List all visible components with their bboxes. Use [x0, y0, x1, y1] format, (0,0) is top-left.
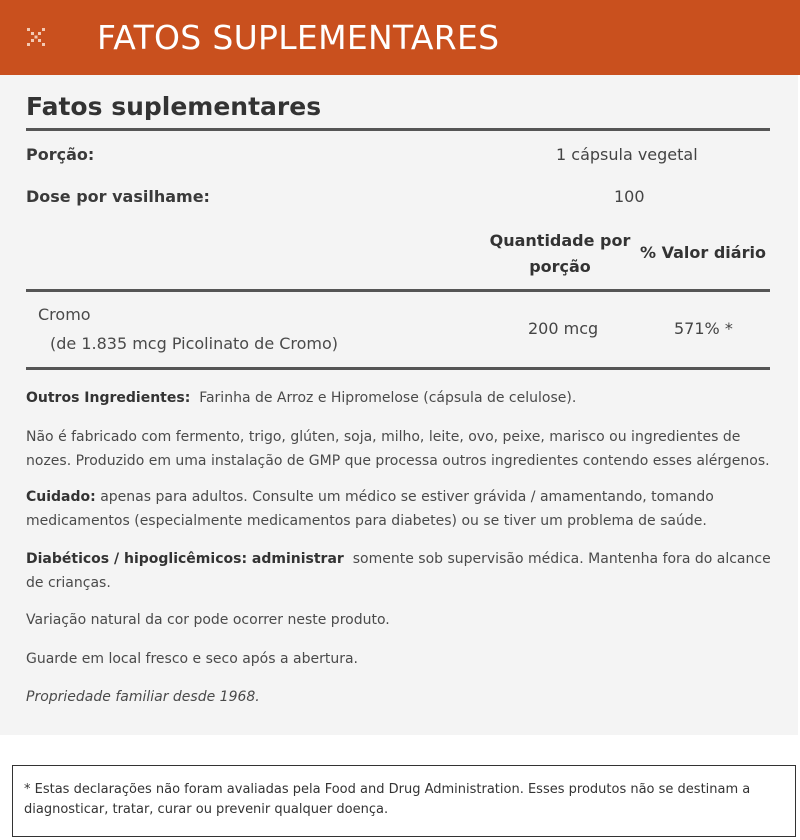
- daily-value-header: % Valor diário: [640, 243, 766, 262]
- nutrient-detail: (de 1.835 mcg Picolinato de Cromo): [50, 334, 339, 353]
- diabetic-statement: [26, 547, 776, 595]
- header-banner: [0, 0, 800, 75]
- divider-thick: [26, 289, 770, 292]
- nutrient-amount: 200 mcg: [528, 319, 599, 338]
- divider-thick: [26, 128, 770, 131]
- divider-thick: [26, 367, 770, 370]
- color-variation-note: Variação natural da cor pode ocorrer neste produto.: [26, 612, 390, 628]
- servings-per-container-label: Dose por vasilhame:: [26, 187, 210, 206]
- other-ingredients-text: Farinha de Arroz e Hipromelose (cápsula de celulose).: [199, 390, 577, 406]
- close-x-icon: [26, 27, 46, 47]
- diabetic-text: somente sob supervisão médica. Mantenha fora do alcance de crianças.: [26, 551, 771, 591]
- other-ingredients: [26, 386, 776, 410]
- diabetic-label: Diabéticos / hipoglicêmicos: administrar: [26, 551, 344, 567]
- nutrient-name: Cromo: [38, 305, 91, 324]
- storage-note: Guarde em local fresco e seco após a abertura.: [26, 651, 359, 667]
- caution-label: Cuidado:: [26, 489, 96, 505]
- caution-text: apenas para adultos. Consulte um médico se estiver grávida / amamentando, tomando medicamentos (especialmente medicamentos para diabetes) ou se tiver um problema de saúde.: [26, 489, 714, 529]
- allergen-statement: Não é fabricado com fermento, trigo, glúten, soja, milho, leite, ovo, peixe, marisco ou ingredientes de nozes. Produzido em uma instalação de GMP que processa outros ingredientes contendo esses alérgenos.: [26, 429, 770, 469]
- family-owned-note: Propriedade familiar desde 1968.: [26, 689, 260, 705]
- fda-disclaimer: * Estas declarações não foram avaliadas pela Food and Drug Administration. Esses produtos não se destinam a diagnosticar, tratar, curar ou prevenir qualquer doença.: [12, 765, 796, 837]
- servings-per-container-value: 100: [614, 187, 645, 206]
- facts-title: Fatos suplementares: [26, 92, 322, 121]
- amount-per-serving-header: Quantidade por porção: [489, 231, 631, 276]
- nutrient-daily-value: 571% *: [674, 319, 733, 338]
- header-title: FATOS SUPLEMENTARES: [97, 18, 500, 57]
- serving-size-value: 1 cápsula vegetal: [556, 145, 698, 164]
- other-ingredients-label: Outros Ingredientes:: [26, 390, 191, 406]
- caution-statement: [26, 485, 776, 533]
- serving-size-label: Porção:: [26, 145, 95, 164]
